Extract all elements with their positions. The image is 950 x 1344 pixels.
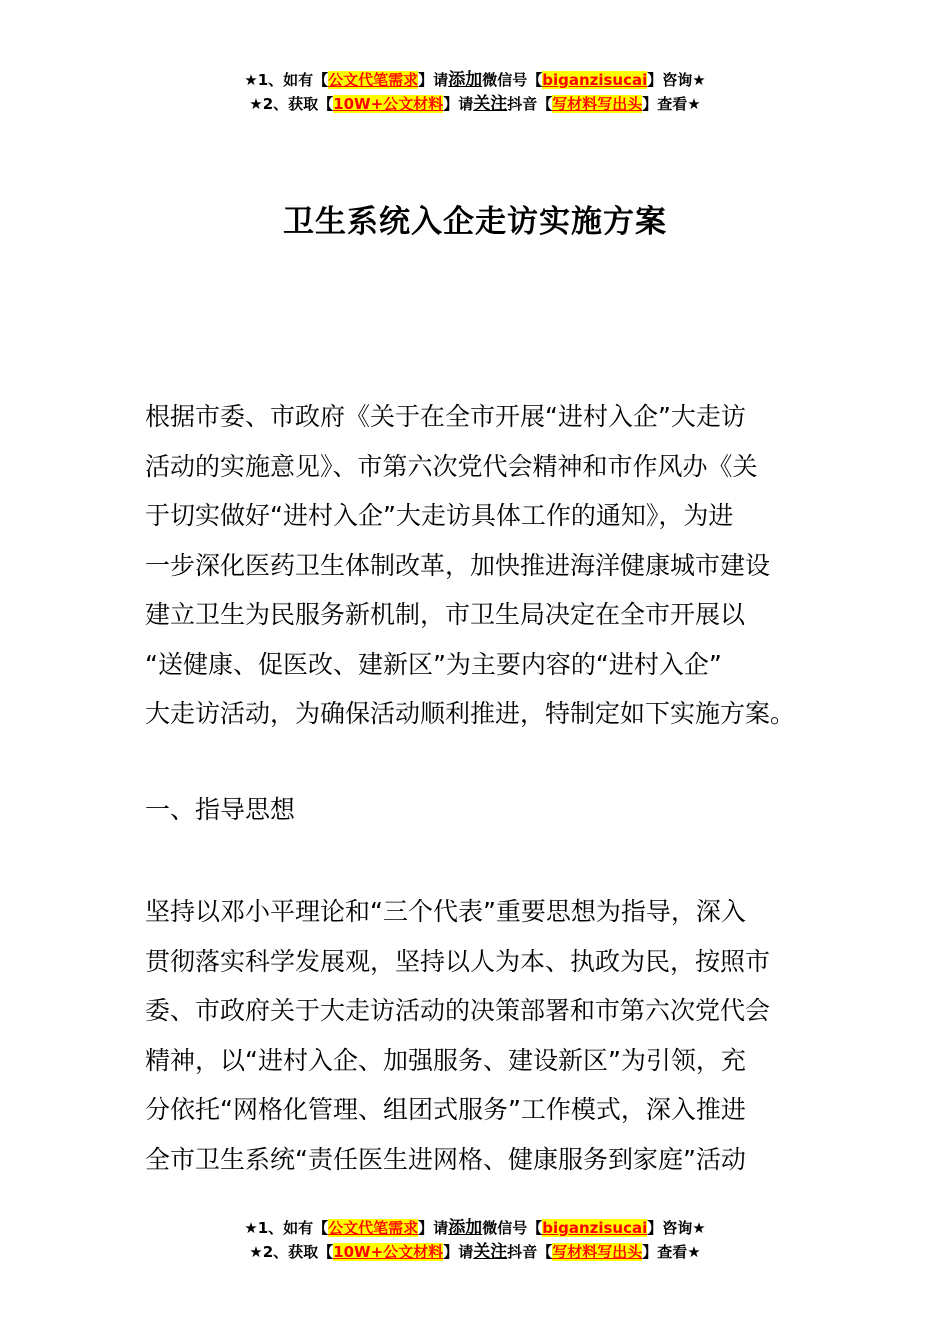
wechat-id-highlight: biganzisucai <box>542 71 648 89</box>
text-line: 坚持以邓小平理论和“三个代表”重要思想为指导，深入 <box>145 897 746 926</box>
paragraph-intro <box>145 392 810 739</box>
wechat-id-highlight: biganzisucai <box>542 1219 648 1237</box>
banner-line-1: ★1、如有【公文代笔需求】请添加微信号【biganzisucai】咨询★ <box>244 70 706 90</box>
footer-banner <box>0 1216 950 1264</box>
banner-line-2: ★2、获取【10W+公文材料】请关注抖音【写材料写出头】查看★ <box>249 1242 701 1262</box>
douyin-id-highlight: 写材料写出头 <box>552 95 643 113</box>
service-highlight: 公文代笔需求 <box>328 71 419 89</box>
text-line: 大走访活动，为确保活动顺利推进，特制定如下实施方案。 <box>145 699 796 728</box>
douyin-id-highlight: 写材料写出头 <box>552 1243 643 1261</box>
text-line: 建立卫生为民服务新机制，市卫生局决定在全市开展以 <box>145 600 746 629</box>
text-line: 全市卫生系统“责任医生进网格、健康服务到家庭”活动 <box>145 1144 746 1174</box>
text-line: “送健康、促医改、建新区”为主要内容的“进村入企” <box>145 649 722 679</box>
banner-line-1: ★1、如有【公文代笔需求】请添加微信号【biganzisucai】咨询★ <box>244 1218 706 1238</box>
text-line: 分依托“网格化管理、组团式服务”工作模式，深入推进 <box>145 1095 746 1124</box>
paragraph-guiding-thought <box>145 887 810 1184</box>
header-banner <box>0 68 950 116</box>
text-line: 精神，以“进村入企、加强服务、建设新区”为引领，充 <box>145 1045 746 1075</box>
text-line: 一步深化医药卫生体制改革，加快推进海洋健康城市建设 <box>145 550 771 580</box>
text-line: 于切实做好“进村入企”大走访具体工作的通知》，为进 <box>145 501 734 530</box>
materials-highlight: 10W+公文材料 <box>333 1243 444 1261</box>
text-line: 根据市委、市政府《关于在全市开展“进村入企”大走访 <box>145 402 746 431</box>
text-line: 活动的实施意见》、市第六次党代会精神和市作风办《关 <box>145 451 758 481</box>
section-heading: 一、指导思想 <box>145 795 296 824</box>
materials-highlight: 10W+公文材料 <box>333 95 444 113</box>
text-line: 委、市政府关于大走访活动的决策部署和市第六次党代会 <box>145 996 771 1025</box>
text-line: 贯彻落实科学发展观，坚持以人为本、执政为民，按照市 <box>145 946 771 976</box>
service-highlight: 公文代笔需求 <box>328 1219 419 1237</box>
document-title: 卫生系统入企走访实施方案 <box>283 204 667 240</box>
banner-line-2: ★2、获取【10W+公文材料】请关注抖音【写材料写出头】查看★ <box>249 94 701 114</box>
